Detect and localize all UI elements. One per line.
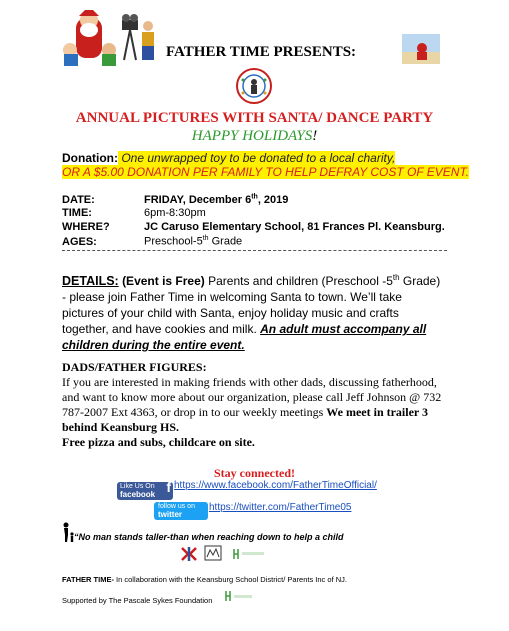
dads-body: If you are interested in making friends with other dads, discussing fatherhood, and want to know more about our organization, please call Jeff Johnson @ 732 787-2007 Ext 4363, or drop in to our weekly meetings — [62, 375, 442, 419]
twitter-badge[interactable] — [154, 502, 208, 520]
pascale-sykes-logo — [224, 589, 254, 603]
info-value: Preschool-5 — [144, 235, 203, 248]
footer-name: FATHER TIME- — [62, 575, 114, 584]
info-sup: th — [251, 193, 258, 200]
footer-collaboration — [62, 575, 347, 584]
info-row-time — [62, 207, 206, 219]
donation-label: Donation — [62, 151, 114, 165]
father-child-silhouette-icon — [62, 522, 74, 542]
info-row-ages — [62, 235, 242, 248]
info-row-where — [62, 221, 445, 233]
details-text-2: Grade) - please join Father Time in welcoming Santa to town. We’ll take pictures of your child with Santa, enjoy holiday music and crafts together, and have cookies and milk. — [62, 274, 441, 336]
divider — [62, 250, 447, 251]
donation-line-2: OR A $5.00 DONATION PER FAMILY TO HELP DEFRAY COST OF EVENT. — [62, 165, 470, 179]
info-value: JC Caruso Elementary School, 81 Frances Pl. Keansburg. — [144, 221, 445, 233]
donation-colon: : — [114, 151, 118, 165]
info-value: FRIDAY, December 6 — [144, 193, 252, 206]
details-sup: th — [392, 273, 400, 282]
santa-on-beach-image — [402, 34, 440, 64]
details-paragraph — [62, 270, 446, 353]
cameraman-image — [120, 14, 162, 62]
twitter-badge-top: follow us on — [158, 503, 195, 510]
info-label: AGES: — [62, 235, 97, 248]
facebook-f-icon: f — [166, 479, 171, 495]
dads-bold-2: Free pizza and subs, childcare on site. — [62, 435, 255, 449]
facebook-badge-top: Like Us On — [120, 483, 155, 490]
facebook-link[interactable]: https://www.facebook.com/FatherTimeOfficial/ — [174, 480, 377, 491]
partner-logo-3 — [232, 547, 266, 561]
dads-bold-1: We meet in trailer 3 behind Keansburg HS. — [62, 405, 429, 434]
info-sup: th — [202, 235, 209, 242]
stay-connected-heading: Stay connected! — [214, 466, 295, 480]
info-label: DATE: — [62, 193, 95, 206]
dads-section — [62, 360, 447, 450]
donation-line-1: One unwrapped toy to be donated to a local charity, — [118, 151, 396, 165]
donation-block — [62, 151, 469, 179]
facebook-badge[interactable] — [117, 479, 173, 500]
holiday-greeting — [0, 128, 509, 145]
partner-logo-1 — [180, 546, 198, 562]
footer-support: Supported by The Pascale Sykes Foundation — [62, 596, 213, 605]
partner-logo-2 — [204, 545, 222, 561]
info-value-end: , 2019 — [257, 193, 289, 206]
twitter-badge-main: twitter — [158, 510, 182, 519]
info-value: 6pm-8:30pm — [144, 207, 206, 219]
details-text-1: Parents and children (Preschool -5 — [204, 274, 393, 288]
greeting-end: ! — [312, 128, 318, 144]
quote-text: “No man stands taller-than when reaching down to help a child — [74, 532, 344, 542]
santa-with-children-image — [62, 10, 118, 66]
info-value-end: Grade — [208, 235, 243, 248]
dads-heading: DADS/FATHER FIGURES: — [62, 360, 207, 374]
footer-collab: In collaboration with the Keansburg School District/ Parents Inc of NJ. — [113, 575, 347, 584]
details-free: (Event is Free) — [122, 274, 205, 288]
details-emphasis: An adult must accompany all children during the entire event. — [62, 322, 427, 352]
twitter-link[interactable]: https://twitter.com/FatherTime05 — [209, 502, 352, 513]
facebook-badge-main: facebook — [120, 490, 156, 499]
info-label: TIME: — [62, 207, 92, 219]
info-label: WHERE? — [62, 221, 110, 233]
info-row-date — [62, 193, 288, 206]
greeting-main: HAPPY HOLIDAYS — [191, 128, 313, 144]
event-title: ANNUAL PICTURES WITH SANTA/ DANCE PARTY — [75, 110, 434, 126]
details-label: DETAILS: — [62, 274, 119, 288]
header-title: FATHER TIME PRESENTS: — [166, 44, 357, 60]
father-time-logo — [236, 68, 272, 104]
